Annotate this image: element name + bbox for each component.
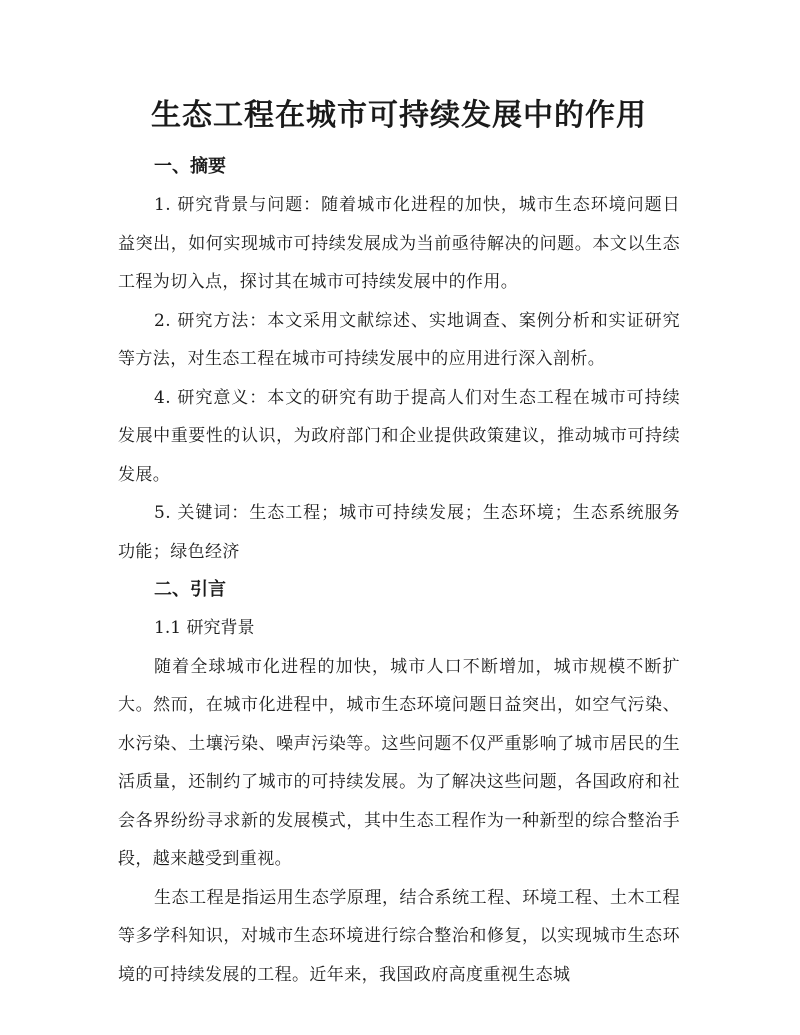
intro-paragraph-2: 生态工程是指运用生态学原理，结合系统工程、环境工程、土木工程等多学科知识，对城市生态环境进行综合整治和修复，以实现城市生态环境的可持续发展的工程。近年来，我国政府高度重视生态城 bbox=[118, 887, 680, 985]
abstract-paragraph-keywords: 5. 关键词：生态工程；城市可持续发展；生态环境；生态系统服务功能；绿色经济 bbox=[118, 503, 680, 562]
intro-heading: 二、引言 bbox=[154, 579, 226, 600]
intro-subheading: 1.1 研究背景 bbox=[154, 618, 255, 638]
document-title: 生态工程在城市可持续发展中的作用 bbox=[151, 98, 647, 133]
abstract-paragraph-significance: 4. 研究意义：本文的研究有助于提高人们对生态工程在城市可持续发展中重要性的认识，为政府部门和企业提供政策建议，推动城市可持续发展。 bbox=[118, 387, 680, 485]
abstract-paragraph-methods: 2. 研究方法：本文采用文献综述、实地调查、案例分析和实证研究等方法，对生态工程在城市可持续发展中的应用进行深入剖析。 bbox=[118, 310, 680, 369]
abstract-paragraph-background: 1. 研究背景与问题：随着城市化进程的加快，城市生态环境问题日益突出，如何实现城市可持续发展成为当前亟待解决的问题。本文以生态工程为切入点，探讨其在城市可持续发展中的作用。 bbox=[118, 195, 680, 292]
intro-paragraph-1: 随着全球城市化进程的加快，城市人口不断增加，城市规模不断扩大。然而，在城市化进程中，城市生态环境问题日益突出，如空气污染、水污染、土壤污染、噪声污染等。这些问题不仅严重影响了城市居民的生活质量，还制约了城市的可持续发展。为了解决这些问题，各国政府和社会各界纷纷寻求新的发展模式，其中生态工程作为一种新型的综合整治手段，越来越受到重视。 bbox=[118, 656, 680, 869]
abstract-heading: 一、摘要 bbox=[154, 156, 226, 177]
